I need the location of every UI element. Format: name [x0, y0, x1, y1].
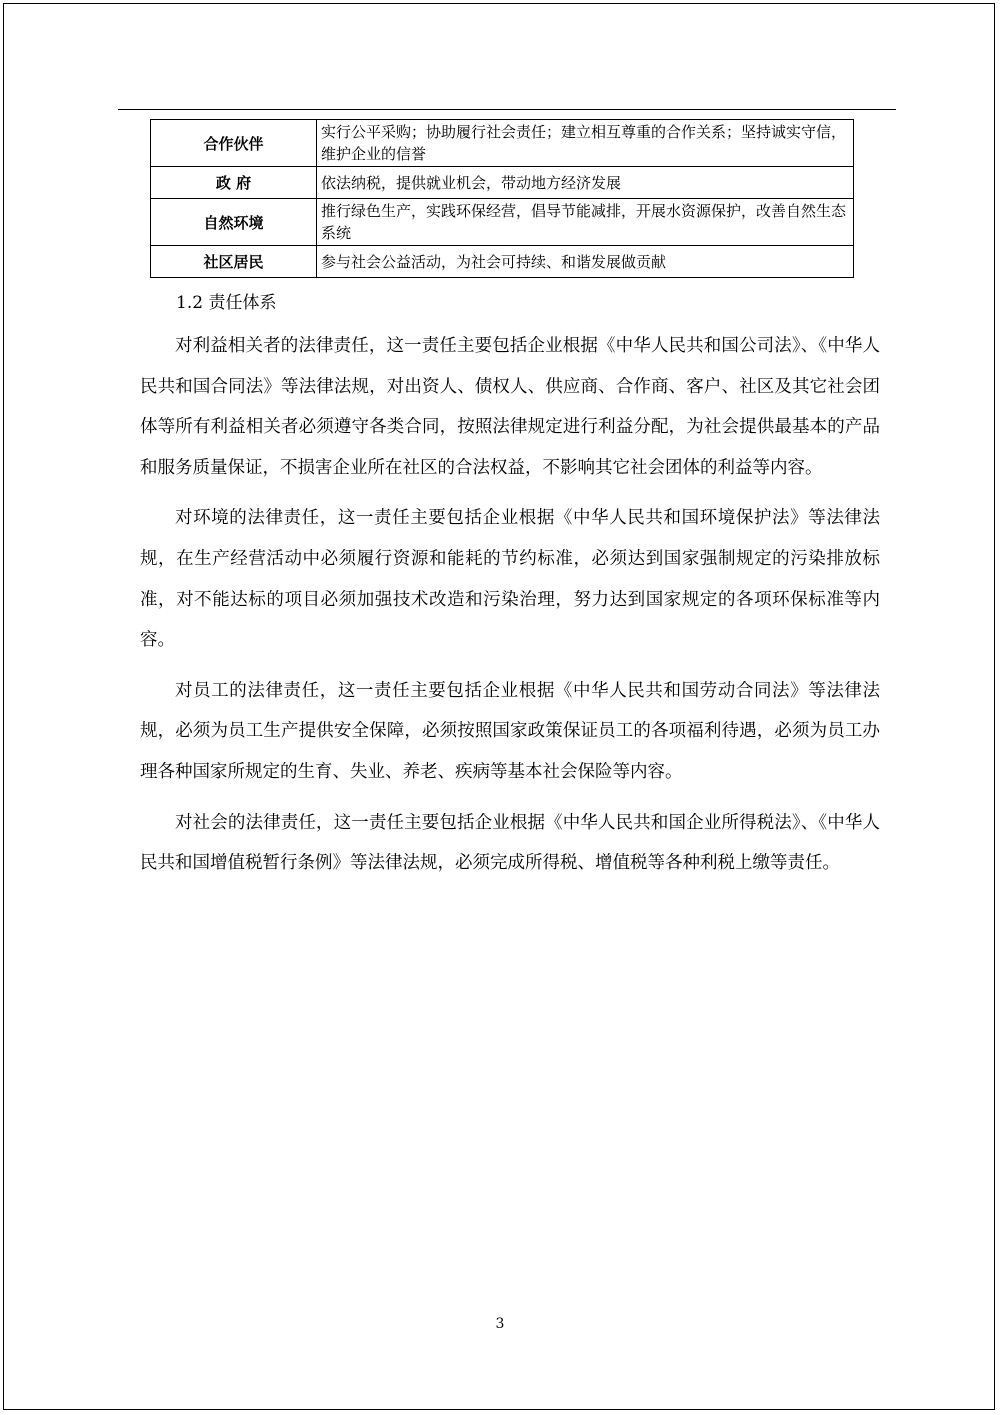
row-label: 合作伙伴 — [151, 120, 317, 167]
row-text: 依法纳税，提供就业机会，带动地方经济发展 — [317, 167, 854, 199]
paragraph: 对员工的法律责任，这一责任主要包括企业根据《中华人民共和国劳动合同法》等法律法规，必须为员工生产提供安全保障，必须按照国家政策保证员工的各项福利待遇，必须为员工办理各种国家所规定的生育、失业、养老、疾病等基本社会保险等内容。 — [140, 680, 880, 782]
paragraph: 对社会的法律责任，这一责任主要包括企业根据《中华人民共和国企业所得税法》、《中华人民共和国增值税暂行条例》等法律法规，必须完成所得税、增值税等各种利税上缴等责任。 — [140, 812, 880, 874]
row-text: 推行绿色生产，实践环保经营，倡导节能减排，开展水资源保护，改善自然生态系统 — [317, 199, 854, 246]
paragraph: 对环境的法律责任，这一责任主要包括企业根据《中华人民共和国环境保护法》等法律法规，在生产经营活动中必须履行资源和能耗的节约标准，必须达到国家强制规定的污染排放标准，对不能达标的项目必须加强技术改造和污染治理，努力达到国家规定的各项环保标准等内容。 — [140, 508, 880, 651]
header-rule — [118, 109, 896, 110]
table-row — [151, 167, 854, 199]
body-text — [140, 326, 880, 894]
row-text: 实行公平采购；协助履行社会责任；建立相互尊重的合作关系；坚持诚实守信，维护企业的信誉 — [317, 120, 854, 167]
row-label: 自然环境 — [151, 199, 317, 246]
table-row — [151, 246, 854, 278]
page-number: 3 — [495, 1316, 505, 1332]
row-label: 政 府 — [151, 167, 317, 199]
row-text: 参与社会公益活动，为社会可持续、和谐发展做贡献 — [317, 246, 854, 278]
stakeholder-table — [150, 119, 854, 278]
table-row — [151, 120, 854, 167]
section-title: 1.2 责任体系 — [176, 293, 277, 313]
table-row — [151, 199, 854, 246]
paragraph: 对利益相关者的法律责任，这一责任主要包括企业根据《中华人民共和国公司法》、《中华人民共和国合同法》等法律法规，对出资人、债权人、供应商、合作商、客户、社区及其它社会团体等所有利益相关者必须遵守各类合同，按照法律规定进行利益分配，为社会提供最基本的产品和服务质量保证，不损害企业所在社区的合法权益，不影响其它社会团体的利益等内容。 — [140, 336, 880, 478]
row-label: 社区居民 — [151, 246, 317, 278]
